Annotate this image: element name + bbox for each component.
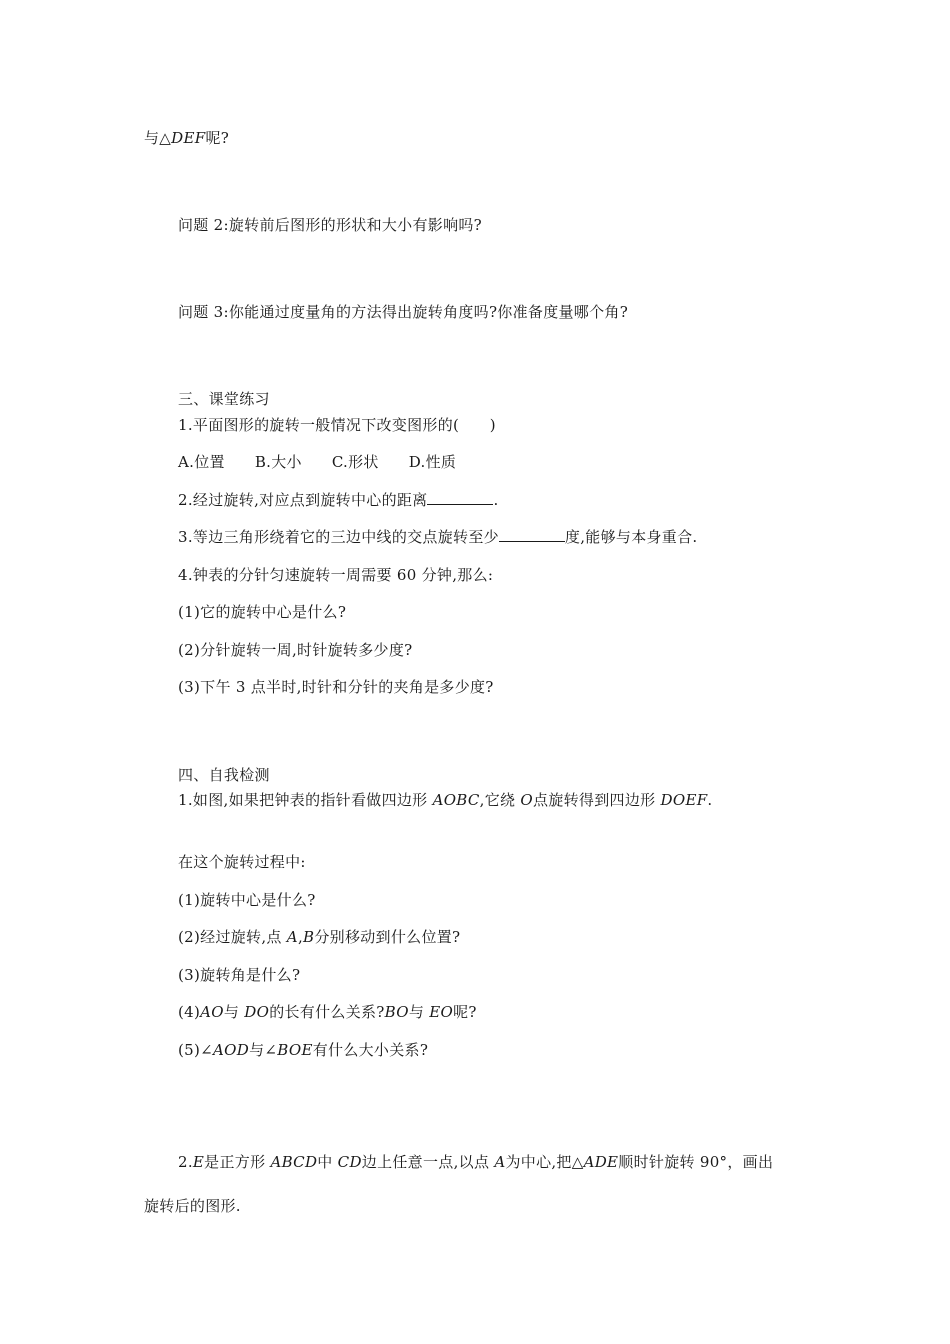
check-1: 1.如图,如果把钟表的指针看做四边形 AOBC,它绕 O点旋转得到四边形 DOEF. (178, 791, 713, 809)
exercise-4-3: (3)下午 3 点半时,时针和分针的夹角是多少度? (178, 678, 494, 696)
option-c: C.形状 (331, 453, 379, 471)
answer-blank[interactable] (427, 490, 493, 505)
option-b: B.大小 (254, 453, 302, 471)
section-4-heading: 四、自我检测 (178, 766, 270, 784)
check-1-sub-4: (4)AO与 DO的长有什么关系?BO与 EO呢? (178, 1003, 477, 1021)
check-1-sub-2: (2)经过旋转,点 A,B分别移动到什么位置? (178, 928, 461, 946)
exercise-4-2: (2)分针旋转一周,时针旋转多少度? (178, 641, 413, 659)
exercise-3: 3.等边三角形绕着它的三边中线的交点旋转至少 度,能够与本身重合. (178, 528, 698, 546)
question-3: 问题 3:你能通过度量角的方法得出旋转角度吗?你准备度量哪个角? (178, 303, 629, 321)
answer-blank[interactable] (499, 527, 565, 542)
option-d: D.性质 (408, 453, 457, 471)
check-1-intro: 在这个旋转过程中: (178, 853, 306, 871)
option-a: A.位置 (178, 453, 225, 471)
section-3-heading: 三、课堂练习 (178, 390, 270, 408)
exercise-2: 2.经过旋转,对应点到旋转中心的距离 . (178, 491, 499, 509)
exercise-1: 1.平面图形的旋转一般情况下改变图形的( ) (178, 416, 496, 434)
check-1-sub-3: (3)旋转角是什么? (178, 966, 301, 984)
intro-line: 与△DEF呢? (144, 129, 230, 147)
check-2: 2.E是正方形 ABCD中 CD边上任意一点,以点 A为中心,把△ADE顺时针旋转 90°，画出 (178, 1153, 774, 1171)
exercise-4-1: (1)它的旋转中心是什么? (178, 603, 347, 621)
check-1-sub-5: (5)∠AOD与∠BOE有什么大小关系? (178, 1041, 429, 1059)
check-2-continued: 旋转后的图形. (144, 1197, 241, 1215)
exercise-1-options (178, 452, 486, 472)
question-2: 问题 2:旋转前后图形的形状和大小有影响吗? (178, 216, 483, 234)
check-1-sub-1: (1)旋转中心是什么? (178, 891, 316, 909)
exercise-4: 4.钟表的分针匀速旋转一周需要 60 分钟,那么: (178, 566, 494, 584)
